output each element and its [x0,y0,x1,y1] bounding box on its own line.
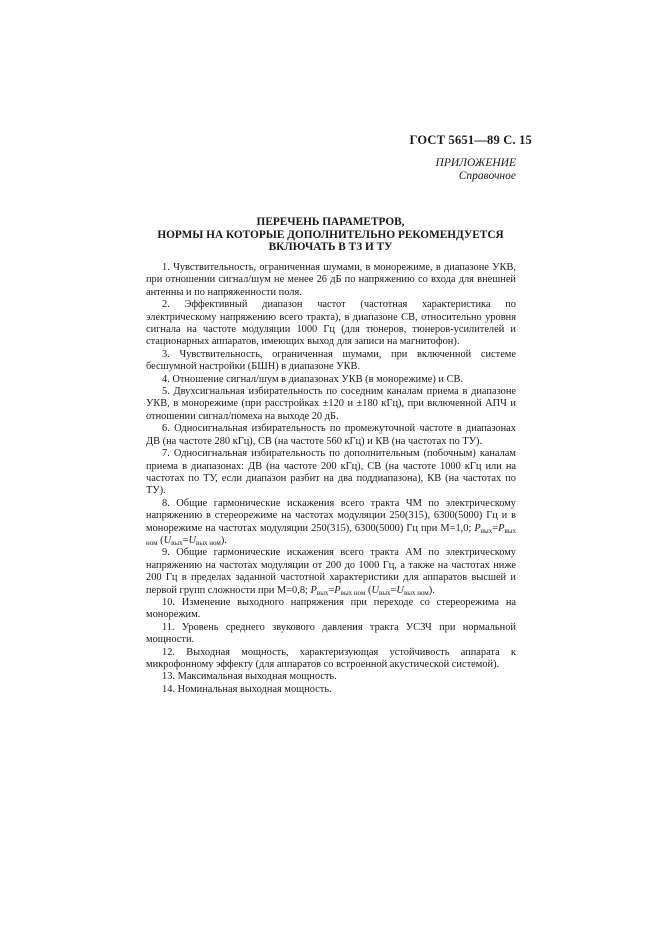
list-item: 12. Выходная мощность, характеризующая устойчивость аппарата к микрофонному эффекту (для аппаратов со встроенной акустической системой). [146,646,516,670]
standard-reference: ГОСТ 5651—89 С. 15 [409,133,532,147]
appendix-block [436,157,516,183]
list-item: 11. Уровень среднего звукового давления тракта УСЗЧ при нормальной мощности. [146,621,516,646]
item-text: 9. Общие гармонические искажения всего тракта АМ по электрическому напряжению на частотах модуляции от 200 до 1000 Гц, а также на частотах ниже 200 Гц в пределах заданной частотной характеристики для аппаратов высшей и первой групп сложности при М=0,8; [146,547,516,596]
list-item [146,498,516,548]
formula: $P_{вых}=P_{вых ном}$ $(U_{вых}=U_{вых ном})$. [310,584,435,597]
list-item: 14. Номинальная выходная мощность. [162,683,332,695]
section-title [130,216,531,254]
list-item: 7. Односигнальная избирательность по дополнительным (побочным) каналам приема в диапазонах: ДВ (на частоте 200 кГц), СВ (на частоте 1000 кГц или на частотах по ТУ, если диапазон разбит на два поддиапазона), КВ (на частотах по ТУ). [146,448,516,497]
title-line: НОРМЫ НА КОТОРЫЕ ДОПОЛНИТЕЛЬНО РЕКОМЕНДУЕТСЯ [157,228,504,241]
title-line: ПЕРЕЧЕНЬ ПАРАМЕТРОВ, [256,216,405,228]
list-item: 3. Чувствительность, ограниченная шумами, при включенной системе бесшумной настройки (БШН) в диапазоне УКВ. [146,348,516,373]
list-item: 6. Односигнальная избирательность по промежуточной частоте в диапазонах ДВ (на частоте 280 кГц), СВ (на частоте 560 кГц) и КВ (на частотах по ТУ). [146,423,516,447]
item-text: 8. Общие гармонические искажения всего тракта ЧМ по электрическому напряжению в стереорежиме на частотах модуляции 250(315), 6300(5000) Гц и в монорежиме на частотах модуляции 250(315), 6300(5000) Гц при М=1,0; [146,497,516,534]
list-item [146,547,516,597]
formula: $P_{вых}=P_{вых ном}$ $(U_{вых}=U_{вых ном})$. [146,522,516,547]
list-item: 4. Отношение сигнал/шум в диапазонах УКВ (в монорежиме) и СВ. [162,373,464,385]
appendix-type: Справочное [458,170,516,182]
list-item: 10. Изменение выходного напряжения при переходе со стереорежима на монорежим. [146,596,516,621]
list-item: 1. Чувствительность, ограниченная шумами, в монорежиме, в диапазоне УКВ, при отношении сигнал/шум не менее 26 дБ по напряжению со входа для внешней антенны и по напряженности поля. [146,262,516,298]
list-item: 13. Максимальная выходная мощность. [162,671,337,683]
list-item: 2. Эффективный диапазон частот (частотная характеристика по электрическому напряжению всего тракта), в диапазоне СВ, относительно уровня сигнала на частоте модуляции 1000 Гц (для тюнеров, тюнеров-усилителей и стационарных аппаратов, имеющих выход для записи на магнитофон). [146,299,516,348]
appendix-label: ПРИЛОЖЕНИЕ [435,157,516,169]
title-line: ВКЛЮЧАТЬ В ТЗ И ТУ [268,241,393,254]
parameter-list [146,262,516,696]
list-item: 5. Двухсигнальная избирательность по соседним каналам приема в диапазоне УКВ, в монорежиме (при расстройках ±120 и ±180 кГц), при включенной АПЧ и отношении сигнал/помеха на выходе 20 дБ. [146,386,516,422]
